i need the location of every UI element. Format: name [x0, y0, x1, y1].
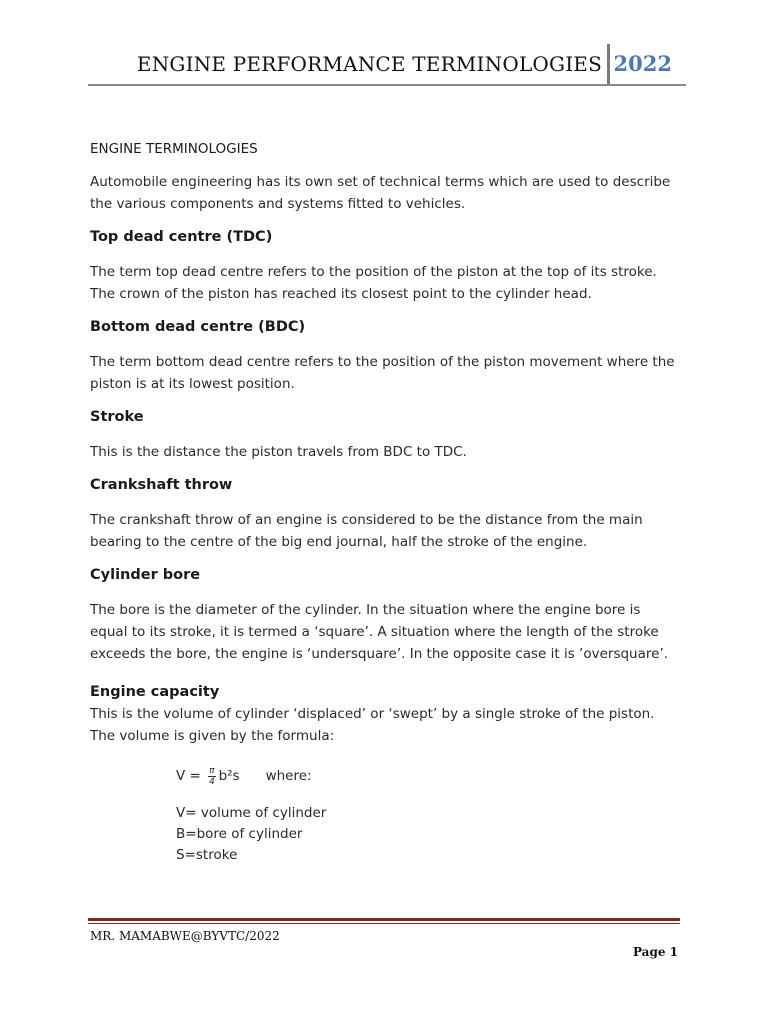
- document-body: [90, 138, 680, 866]
- volume-formula: [176, 761, 680, 791]
- section-body-capacity: This is the volume of cylinder ‘displaced’ or ‘swept’ by a single stroke of the piston. The volume is given by the formula:: [90, 706, 655, 744]
- header-title: ENGINE PERFORMANCE TERMINOLOGIES: [136, 52, 602, 76]
- section-heading-stroke: Stroke: [90, 409, 144, 425]
- fraction-denominator: 4: [208, 776, 215, 787]
- section-body-stroke: This is the distance the piston travels from BDC to TDC.: [90, 444, 467, 460]
- section-body-crankshaft: The crankshaft throw of an engine is considered to be the distance from the main bearing to the centre of the big end journal, half the stroke of the engine.: [90, 512, 643, 550]
- definition-stroke: S=stroke: [176, 847, 238, 863]
- definition-bore: B=bore of cylinder: [176, 826, 303, 842]
- section-heading-crankshaft: Crankshaft throw: [90, 477, 233, 493]
- footer-rule-thick: [88, 918, 680, 921]
- section-heading-tdc: Top dead centre (TDC): [90, 229, 273, 245]
- section-body-bore: The bore is the diameter of the cylinder. In the situation where the engine bore is equal to its stroke, it is termed a ‘square’. A situation where the length of the stroke exceeds the bore, the engine is ‘undersquare’. In the opposite case it is ’oversquare’.: [90, 602, 669, 662]
- formula-rhs: b²s: [218, 768, 240, 784]
- formula-block: [176, 761, 680, 866]
- page-header: [88, 44, 686, 86]
- section-heading-bdc: Bottom dead centre (BDC): [90, 319, 306, 335]
- formula-where: where:: [265, 768, 312, 784]
- page-number: Page 1: [632, 945, 678, 959]
- header-year: 2022: [613, 51, 672, 76]
- fraction-numerator: π: [209, 765, 215, 776]
- formula-lhs: V =: [176, 768, 206, 784]
- section-body-bdc: The term bottom dead centre refers to the position of the piston movement where the piston is at its lowest position.: [90, 354, 675, 392]
- main-heading: ENGINE TERMINOLOGIES: [90, 141, 258, 157]
- footer-rule-thin: [88, 923, 680, 924]
- definition-volume: V= volume of cylinder: [176, 805, 327, 821]
- pi-over-four-fraction: [208, 766, 215, 787]
- section-body-tdc: The term top dead centre refers to the position of the piston at the top of its stroke. The crown of the piston has reached its closest point to the cylinder head.: [90, 264, 657, 302]
- section-heading-capacity: Engine capacity: [90, 684, 220, 700]
- header-divider: [607, 44, 610, 84]
- footer-author: MR. MAMABWE@BYVTC/2022: [90, 929, 280, 943]
- intro-paragraph: Automobile engineering has its own set of technical terms which are used to describe the various components and systems fitted to vehicles.: [90, 174, 671, 212]
- section-heading-bore: Cylinder bore: [90, 567, 201, 583]
